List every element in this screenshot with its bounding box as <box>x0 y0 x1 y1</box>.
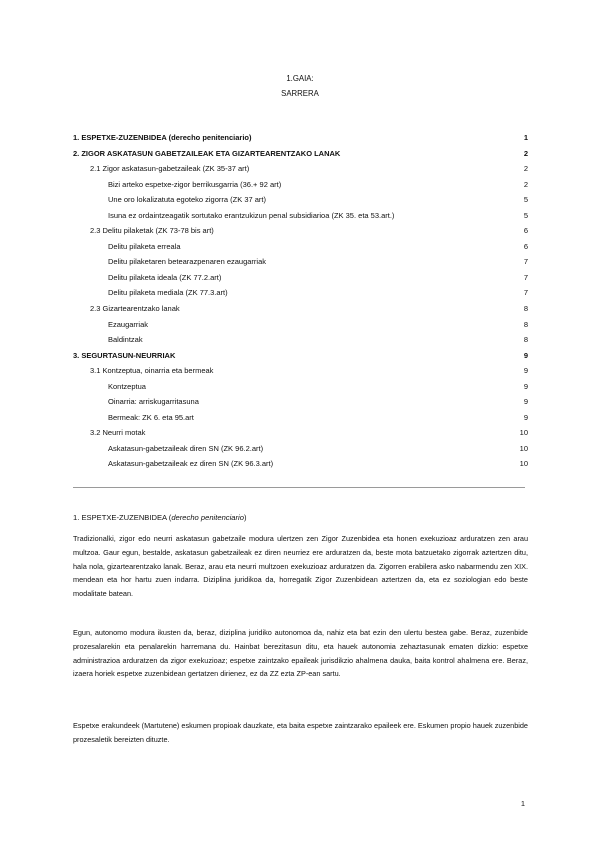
toc-row[interactable] <box>73 208 528 224</box>
toc-row[interactable] <box>73 348 528 364</box>
toc-row[interactable] <box>73 177 528 193</box>
toc-entry-text: 3. SEGURTASUN-NEURRIAK <box>73 350 176 360</box>
toc-row[interactable] <box>73 161 528 177</box>
toc-entry-text: Ezaugarriak <box>108 319 149 329</box>
toc-entry-text: Delitu pilaketa ideala (ZK 77.2.art) <box>108 272 222 282</box>
toc-page-number: 10 <box>519 459 528 469</box>
toc-row[interactable] <box>73 379 528 395</box>
toc-row[interactable] <box>73 410 528 426</box>
toc-page-number: 7 <box>523 288 528 298</box>
toc-page-number: 6 <box>523 241 528 251</box>
toc-page-number: 7 <box>523 272 528 282</box>
toc-entry-text: Baldintzak <box>108 335 143 345</box>
toc-row[interactable] <box>73 332 528 348</box>
chapter-title: SARRERA <box>281 89 319 98</box>
toc-page-number: 9 <box>523 397 528 407</box>
toc-entry-text: Oinarria: arriskugarritasuna <box>108 397 199 407</box>
toc-entry-text: Delitu pilaketa mediala (ZK 77.3.art) <box>108 288 228 298</box>
table-of-contents <box>73 130 528 472</box>
toc-entry-text: Bizi arteko espetxe-zigor berrikusgarria (36.+ 92 art) <box>108 179 282 189</box>
toc-row[interactable] <box>73 146 528 162</box>
toc-entry-text: Askatasun-gabetzaileak diren SN (ZK 96.2.art) <box>108 443 264 453</box>
toc-page-number: 10 <box>519 428 528 438</box>
section-heading-suffix: ) <box>243 513 247 522</box>
toc-page-number: 8 <box>523 304 528 314</box>
page-number: 1 <box>520 799 525 808</box>
toc-page-number: 7 <box>523 257 528 267</box>
toc-entry-text: 1. ESPETXE-ZUZENBIDEA (derecho penitenciario) <box>73 133 252 142</box>
toc-row[interactable] <box>73 441 528 457</box>
toc-row[interactable] <box>73 363 528 379</box>
toc-page-number: 9 <box>523 350 528 360</box>
toc-entry-text: Askatasun-gabetzaileak ez diren SN (ZK 96.3.art) <box>108 459 274 469</box>
toc-row[interactable] <box>73 394 528 410</box>
toc-entry-text: 2.3 Gizartearentzako lanak <box>90 304 180 314</box>
toc-row[interactable] <box>73 317 528 333</box>
toc-entry-text: Isuna ez ordaintzeagatik sortutako erantzukizun penal subsidiarioa (ZK 35. eta 53.art.) <box>108 210 395 220</box>
body-paragraph: Tradizionalki, zigor edo neurri askatasun gabetzaile modura ulertzen zen Zigor Zuzenbidea eta honen exekuzioaz arduratzen zen arau multzoa. Gaur egun, bestalde, askatasun gabetzaileak ez diren neurriez ere arduratzen da, beste mota batzuetako zigorrak aztertzen ditu, hala nola, gizartearentzako lanak. Beraz, arau eta neurri multzoen exekuzioaz arduratzen da. Zigorren erabilera asko nabarmendu zen XIX. mendean eta hor hartu zuen indarra. Diziplina juridikoa da, horregatik Zigor Zuzenbidean aztertzen da, eta ez soziologian edo beste modalitate batean. <box>73 534 528 599</box>
toc-page-number: 5 <box>523 195 528 205</box>
toc-entry-text: Kontzeptua <box>108 381 146 391</box>
toc-row[interactable] <box>73 192 528 208</box>
toc-page-number: 9 <box>523 412 528 422</box>
section-heading <box>73 513 246 522</box>
toc-page-number: 1 <box>523 133 528 142</box>
toc-page-number: 6 <box>523 226 528 236</box>
toc-row[interactable] <box>73 456 528 472</box>
chapter-label: 1.GAIA: <box>286 74 314 83</box>
toc-entry-text: 3.1 Kontzeptua, oinarria eta bermeak <box>90 366 214 376</box>
toc-entry-text: 2.3 Delitu pilaketak (ZK 73-78 bis art) <box>90 226 214 236</box>
toc-row[interactable] <box>73 223 528 239</box>
toc-row[interactable] <box>73 254 528 270</box>
toc-row[interactable] <box>73 270 528 286</box>
toc-entry-text: 3.2 Neurri motak <box>90 428 146 438</box>
section-heading-prefix: 1. ESPETXE-ZUZENBIDEA ( <box>73 513 172 522</box>
toc-page-number: 2 <box>523 164 528 174</box>
toc-row[interactable] <box>73 285 528 301</box>
toc-page-number: 9 <box>523 381 528 391</box>
body-paragraph: Egun, autonomo modura ikusten da, beraz, diziplina juridiko autonomoa da, nahiz eta bat ezin den ulertu bestea gabe. Beraz, zuzenbide prozesalarekin eta penalarekin harremana du. Hainbat berezitasun ditu, eta hauek autonomia zehaztasunak ematen dizkio: espetxe administrazioa arduratzen da zigor exekuzioaz; espetxe zaintzako epaileak jurisdikzio ahalmena dauka, baita kontrol ahalmena ere. Beraz, izaera horiek espetxe zuzenbidean gertatzen dirienez, ez da ZZ ezta ZP-ean sartu. <box>73 628 528 679</box>
toc-row[interactable] <box>73 239 528 255</box>
toc-entry-text: Delitu pilaketaren betearazpenaren ezaugarriak <box>108 257 267 267</box>
toc-page-number: 10 <box>519 443 528 453</box>
toc-entry-text: 2. ZIGOR ASKATASUN GABETZAILEAK ETA GIZARTEARENTZAKO LANAK <box>73 148 341 158</box>
toc-entry-text: Une oro lokalizatuta egoteko zigorra (ZK 37 art) <box>108 195 266 205</box>
toc-page-number: 8 <box>523 335 528 345</box>
toc-row[interactable] <box>73 425 528 441</box>
toc-entry-text: Delitu pilaketa erreala <box>108 241 181 251</box>
toc-page-number: 5 <box>523 210 528 220</box>
toc-page-number: 2 <box>523 179 528 189</box>
toc-entry-text: 2.1 Zigor askatasun-gabetzaileak (ZK 35-37 art) <box>90 164 250 174</box>
body-paragraph: Espetxe erakundeek (Martutene) eskumen propioak dauzkate, eta baita espetxe zaintzarako epaileek ere. Eskumen propio hauek zuzenbide prozesaletik bereizten dituzte. <box>73 721 528 744</box>
toc-page-number: 2 <box>523 148 528 158</box>
toc-row[interactable] <box>73 301 528 317</box>
toc-page-number: 8 <box>523 319 528 329</box>
section-divider <box>73 487 525 488</box>
toc-row[interactable] <box>73 130 528 146</box>
toc-page-number: 9 <box>523 366 528 376</box>
section-heading-italic: derecho penitenciario <box>171 513 244 522</box>
toc-entry-text: Bermeak: ZK 6. eta 95.art <box>108 412 194 422</box>
